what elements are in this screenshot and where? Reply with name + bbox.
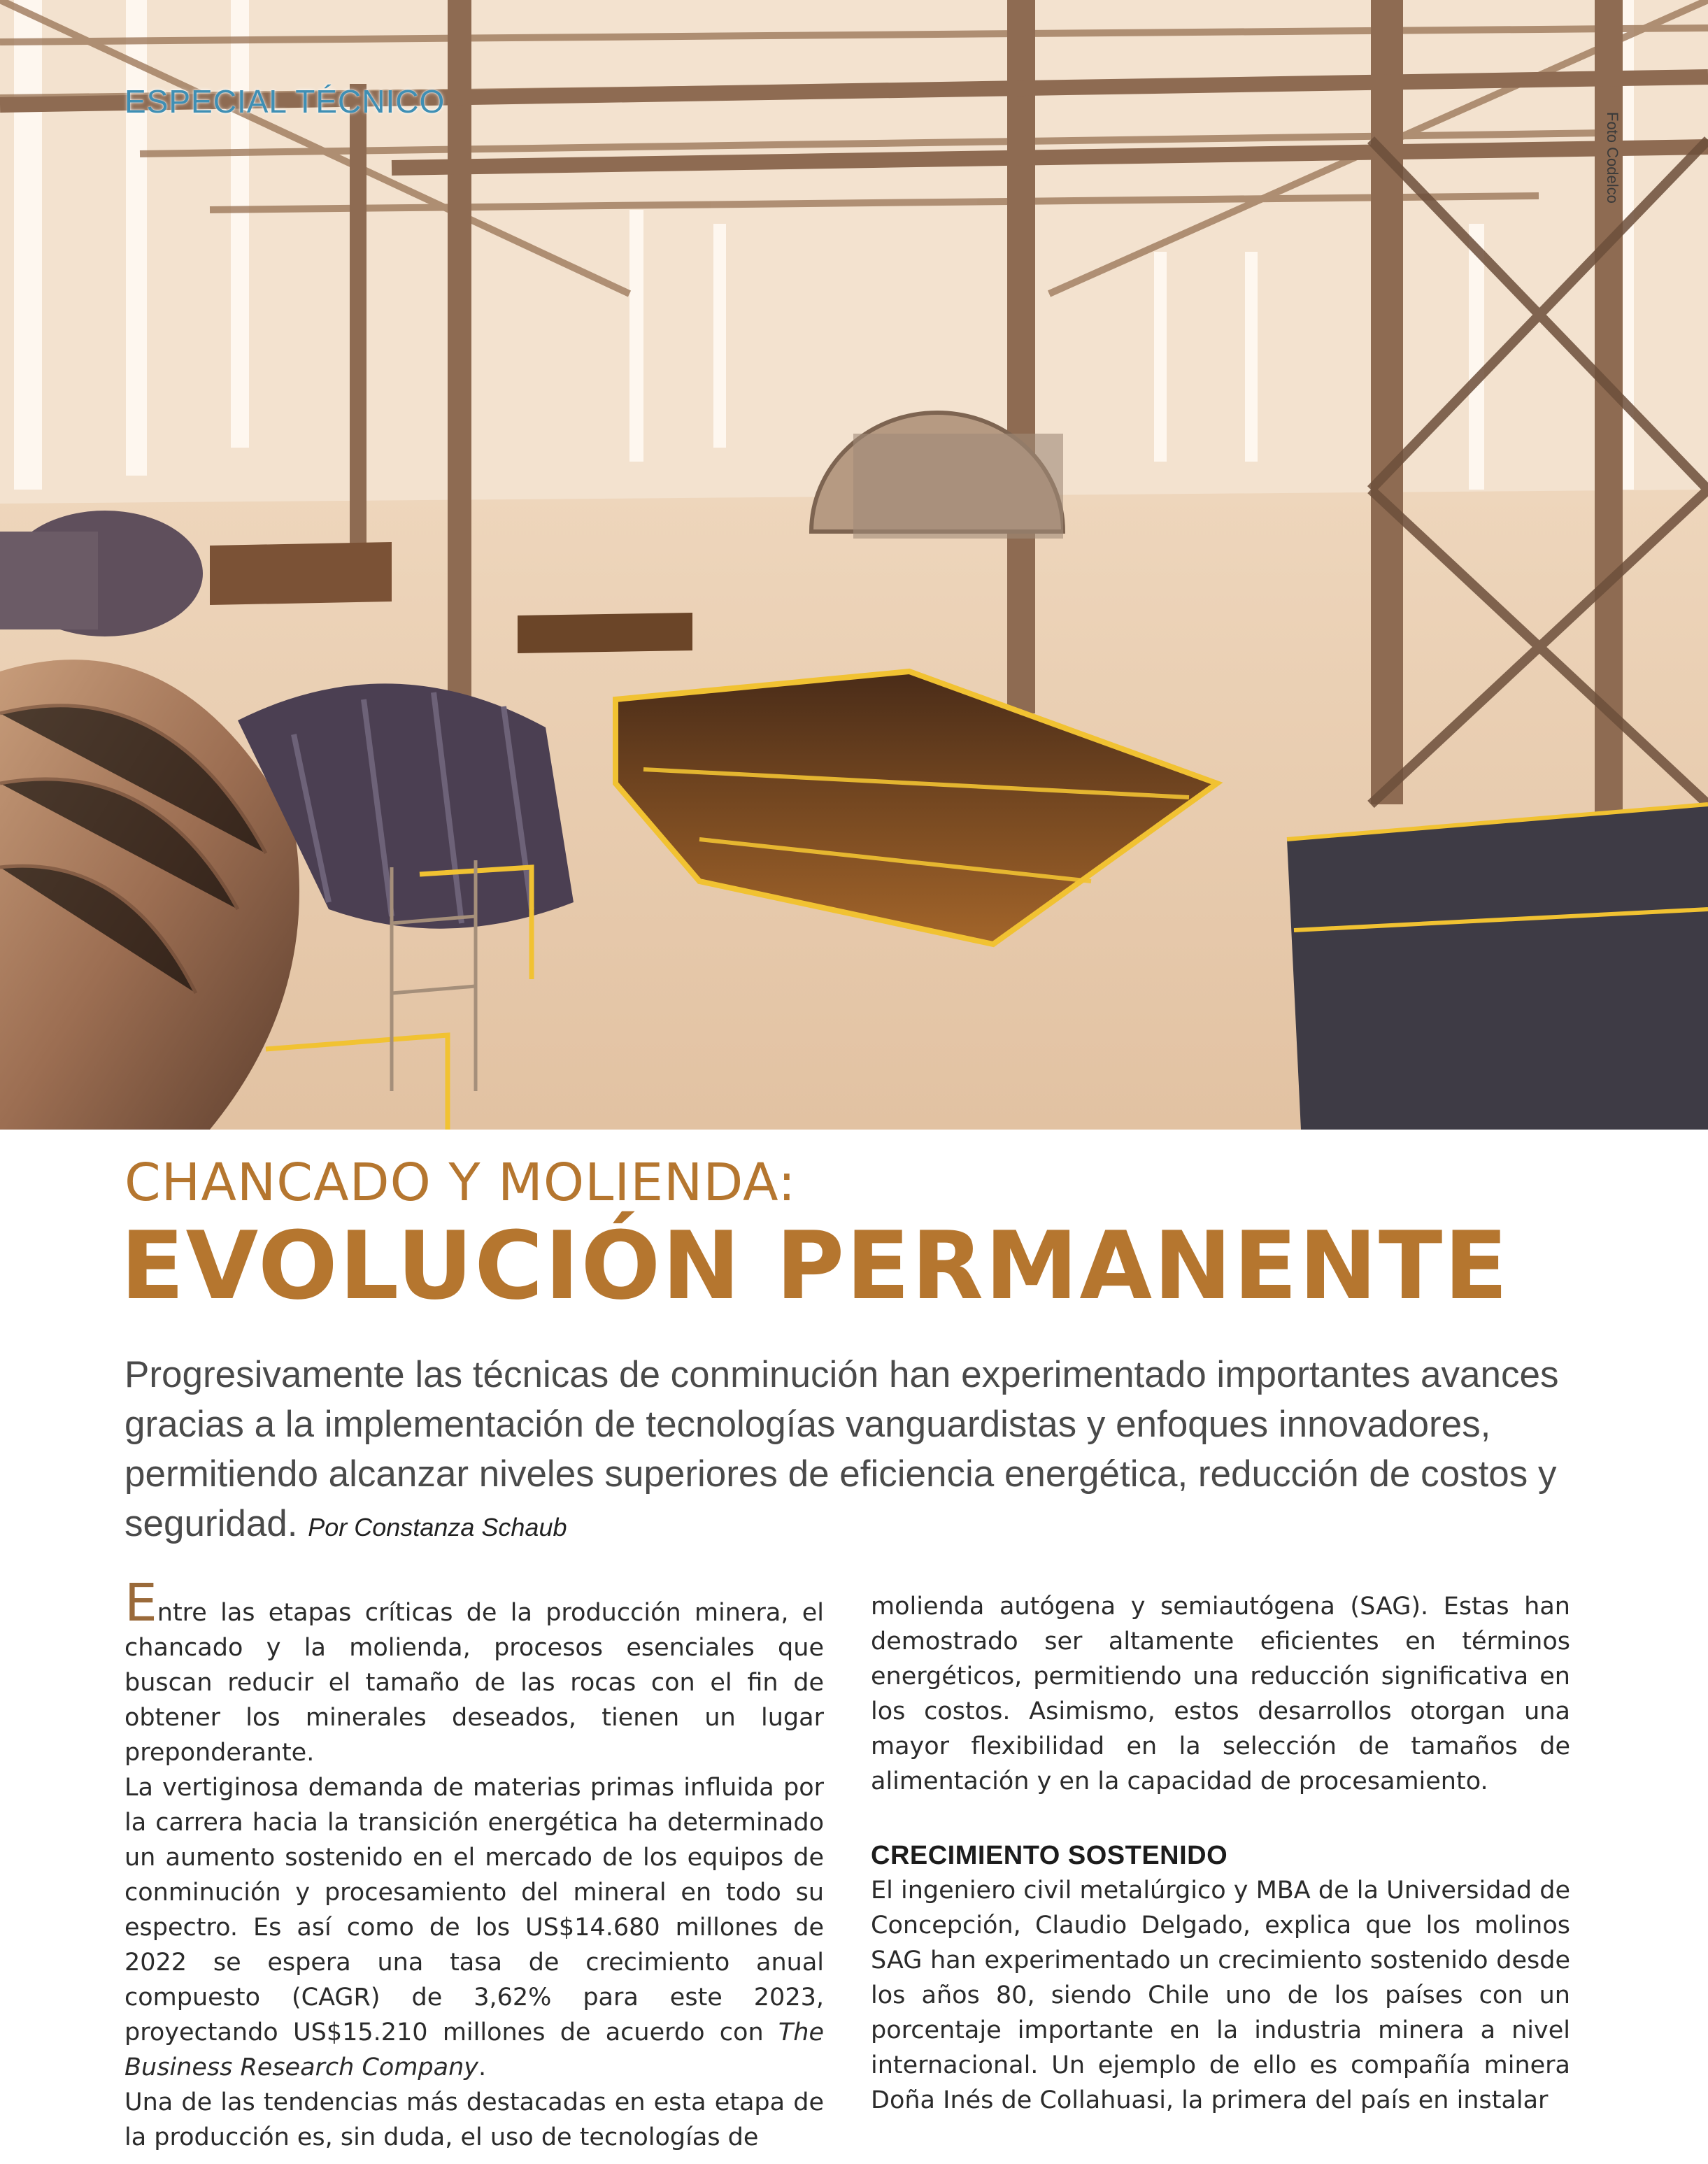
paragraph-text: . [478,2053,487,2081]
byline: Por Constanza Schaub [308,1513,567,1542]
paragraph: Una de las tendencias más destacadas en esta etapa de la producción es, sin duda, el uso de tecnologías de [124,2088,824,2151]
article-headline: EVOLUCIÓN PERMANENTE [120,1211,1509,1321]
paragraph-text: La vertiginosa demanda de materias primas influida por la carrera hacia la transición energética ha determinado un aumento sostenido en el mercado de los equipos de conminución y procesamiento del mineral en todo su espectro. Es así como de los US$14.680 millones de 2022 se espera una tasa de crecimiento anual compuesto (CAGR) de 3,62% para este 2023, proyectando US$15.210 millones de acuerdo con [124,1774,824,2046]
lead-text: Progresivamente las técnicas de conminución han experimentado importantes avances gracias a la implementación de tecnologías vanguardistas y enfoques innovadores, permitiendo alcanzar niveles superiores de eficiencia energética, reducción de costos y seguridad. [124,1354,1559,1544]
paragraph: molienda autógena y semiautógena (SAG). Estas han demostrado ser altamente eficientes en términos energéticos, permitiendo una reducción significativa en los costos. Asimismo, estos desarrollos otorgan una mayor flexibilidad en la selección de tamaños de alimentación y en la capacidad de procesamiento. [871,1593,1570,1795]
photo-credit: Foto Codelco [1604,112,1621,204]
body-column-left [124,1573,824,2155]
section-subhead: CRECIMIENTO SOSTENIDO [871,1841,1228,1870]
paragraph: El ingeniero civil metalúrgico y MBA de la Universidad de Concepción, Claudio Delgado, explica que los molinos SAG han experimentado un crecimiento sostenido desde los años 80, siendo Chile uno de los países con un porcentaje importante en la industria minera a nivel internacional. Un ejemplo de ello es compañía minera Doña Inés de Collahuasi, la primera del país en instalar [871,1877,1570,2114]
paragraph-text: ntre las etapas críticas de la producción minera, el chancado y la molienda, procesos esenciales que buscan reducir el tamaño de las rocas con el fin de obtener los minerales deseados, tienen un lugar preponderante. [124,1599,824,1767]
section-tag: ESPECIAL TÉCNICO [124,83,446,120]
source-name: The Business Research Company [124,2019,824,2081]
paragraph [124,1770,824,2085]
article-kicker: CHANCADO Y MOLIENDA: [124,1153,797,1213]
paragraph [124,1573,824,1770]
drop-cap: E [124,1573,157,1633]
body-column-right [871,1589,1570,2118]
article-lead [124,1350,1579,1552]
